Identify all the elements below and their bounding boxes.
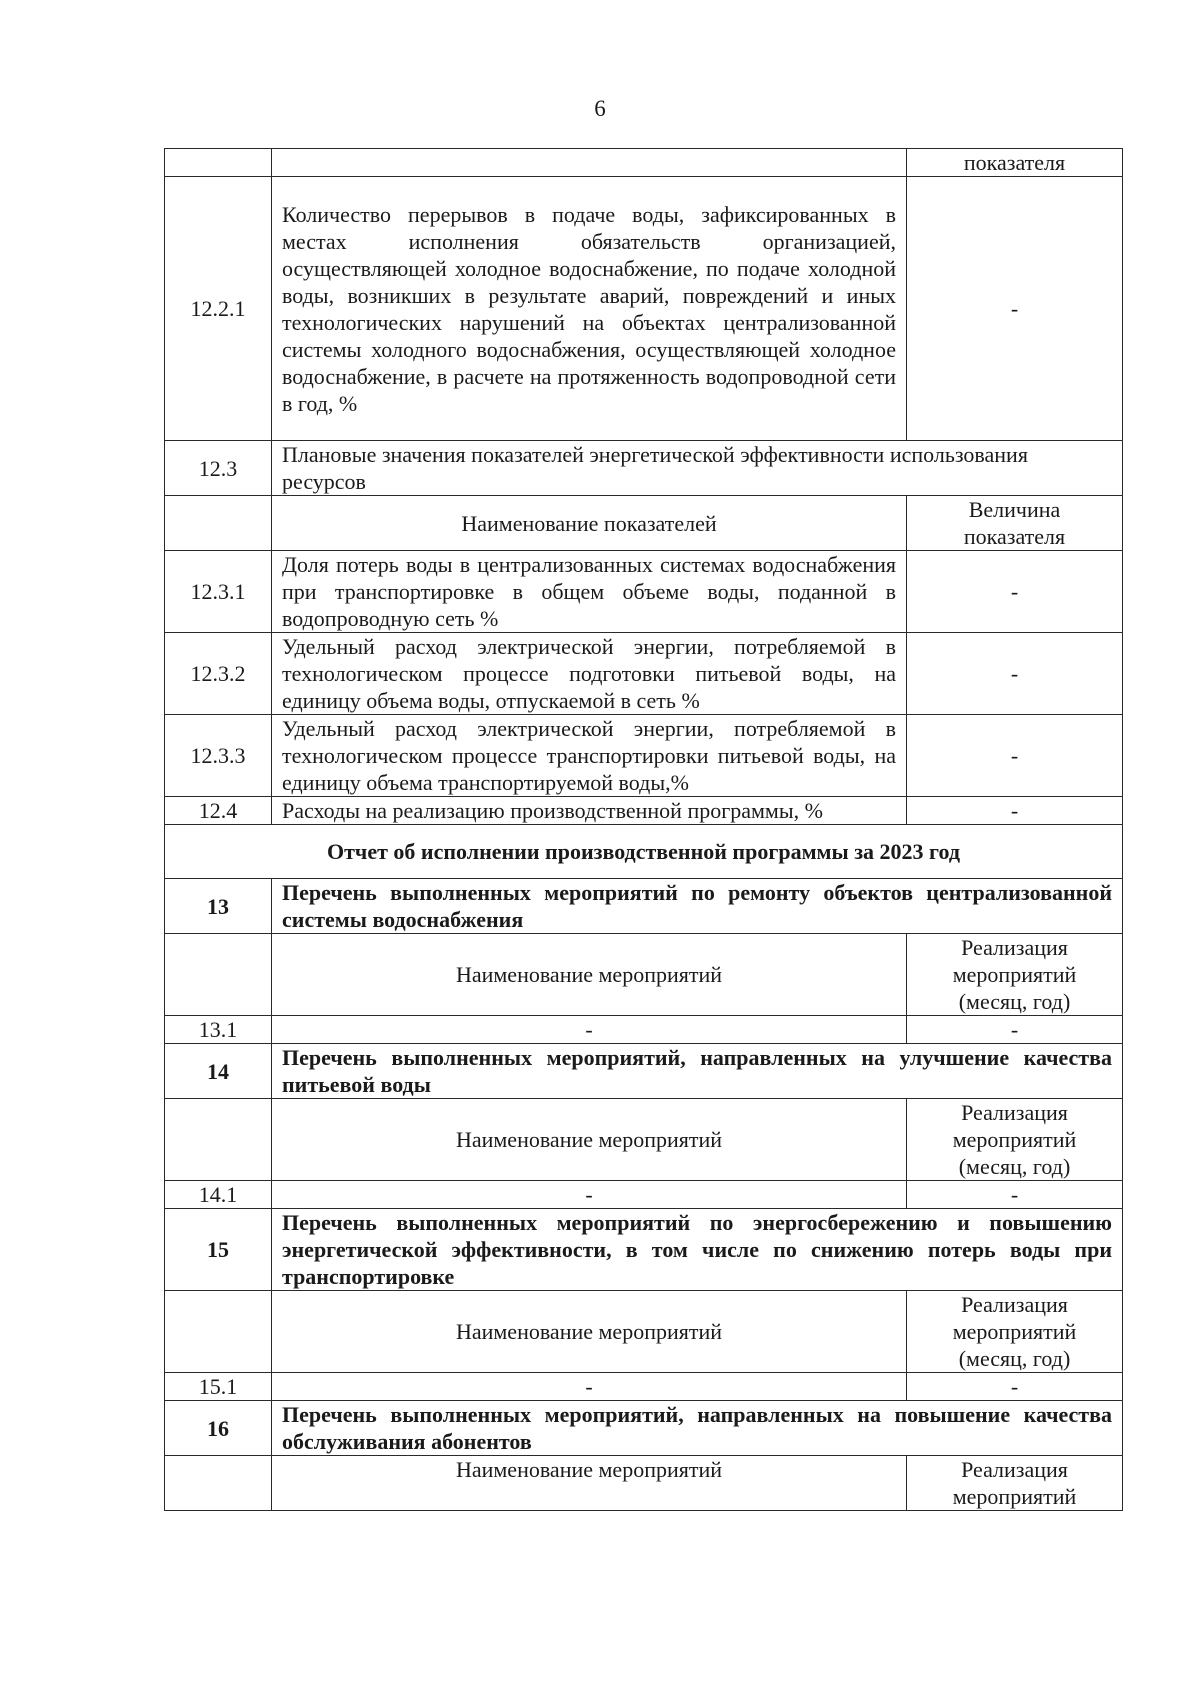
indicator-value: - <box>907 633 1123 715</box>
column-header-name: Наименование мероприятий <box>272 1456 907 1511</box>
measure-text: - <box>272 1016 907 1044</box>
column-header-name: Наименование мероприятий <box>272 934 907 1016</box>
column-header-value: Реализация мероприятий (месяц, год) <box>907 1291 1123 1373</box>
measure-value: - <box>907 1373 1123 1401</box>
table-row <box>165 879 1123 934</box>
indicator-text: Доля потерь воды в централизованных системах водоснабжения при транспортировке в общем объеме воды, поданной в водопроводную сеть % <box>272 551 907 633</box>
row-number: 12.3.1 <box>165 551 272 633</box>
table-row <box>165 496 1123 551</box>
report-heading: Отчет об исполнении производственной программы за 2023 год <box>165 825 1123 879</box>
table-row <box>165 1456 1123 1511</box>
row-number: 15.1 <box>165 1373 272 1401</box>
table-row <box>165 797 1123 825</box>
table-row <box>165 1181 1123 1209</box>
row-number: 12.3.3 <box>165 715 272 797</box>
table-row <box>165 1291 1123 1373</box>
table-row <box>165 825 1123 879</box>
column-header-name: Наименование мероприятий <box>272 1291 907 1373</box>
table-row <box>165 1044 1123 1099</box>
column-header-value: Реализация мероприятий (месяц, год) <box>907 1099 1123 1181</box>
measure-text: - <box>272 1373 907 1401</box>
column-header-value: Реализация мероприятий <box>907 1456 1123 1511</box>
section-number: 16 <box>165 1401 272 1456</box>
table-row <box>165 149 1123 177</box>
section-title: Перечень выполненных мероприятий по энергосбережению и повышению энергетической эффективности, в том числе по снижению потерь воды при транспортировке <box>272 1209 1123 1291</box>
indicator-text: Расходы на реализацию производственной программы, % <box>272 797 907 825</box>
measure-value: - <box>907 1016 1123 1044</box>
num-cell <box>165 934 272 1016</box>
section-text: Плановые значения показателей энергетической эффективности использования ресурсов <box>272 441 1123 496</box>
column-header-value: Величина показателя <box>907 496 1123 551</box>
indicator-text: Количество перерывов в подаче воды, зафиксированных в местах исполнения обязательств организацией, осуществляющей холодное водоснабжение, по подаче холодной воды, возникших в результате аварий, повреждений и иных технологических нарушений на объектах централизованной системы холодного водоснабжения, осуществляющей холодное водоснабжение, в расчете на протяженность водопроводной сети в год, % <box>272 177 907 441</box>
table-row <box>165 934 1123 1016</box>
table-row <box>165 715 1123 797</box>
indicator-text: Удельный расход электрической энергии, потребляемой в технологическом процессе подготовки питьевой воды, на единицу объема воды, отпускаемой в сеть % <box>272 633 907 715</box>
indicators-table <box>164 148 1123 1511</box>
value-header-tail: показателя <box>907 149 1123 177</box>
row-number: 12.3 <box>165 441 272 496</box>
column-header-name: Наименование показателей <box>272 496 907 551</box>
indicator-value: - <box>907 797 1123 825</box>
measure-text: - <box>272 1181 907 1209</box>
table-row <box>165 551 1123 633</box>
page-number: 6 <box>594 96 606 121</box>
section-title: Перечень выполненных мероприятий по ремонту объектов централизованной системы водоснабжения <box>272 879 1123 934</box>
section-number: 15 <box>165 1209 272 1291</box>
table-row <box>165 1373 1123 1401</box>
row-number: 12.2.1 <box>165 177 272 441</box>
measure-value: - <box>907 1181 1123 1209</box>
section-title: Перечень выполненных мероприятий, направленных на улучшение качества питьевой воды <box>272 1044 1123 1099</box>
indicator-value: - <box>907 715 1123 797</box>
section-number: 13 <box>165 879 272 934</box>
num-cell <box>165 1291 272 1373</box>
num-cell <box>165 149 272 177</box>
table-row <box>165 1401 1123 1456</box>
table-row <box>165 177 1123 441</box>
table-row <box>165 1209 1123 1291</box>
indicator-text: Удельный расход электрической энергии, потребляемой в технологическом процессе транспортировки питьевой воды, на единицу объема транспортируемой воды,% <box>272 715 907 797</box>
num-cell <box>165 496 272 551</box>
row-number: 12.4 <box>165 797 272 825</box>
row-number: 14.1 <box>165 1181 272 1209</box>
column-header-name: Наименование мероприятий <box>272 1099 907 1181</box>
num-cell <box>165 1099 272 1181</box>
column-header-value: Реализация мероприятий (месяц, год) <box>907 934 1123 1016</box>
section-number: 14 <box>165 1044 272 1099</box>
table-row <box>165 441 1123 496</box>
section-title: Перечень выполненных мероприятий, направленных на повышение качества обслуживания абонентов <box>272 1401 1123 1456</box>
indicator-value: - <box>907 177 1123 441</box>
table-row <box>165 1016 1123 1044</box>
indicator-value: - <box>907 551 1123 633</box>
row-number: 13.1 <box>165 1016 272 1044</box>
num-cell <box>165 1456 272 1511</box>
text-cell <box>272 149 907 177</box>
row-number: 12.3.2 <box>165 633 272 715</box>
table-row <box>165 633 1123 715</box>
table-row <box>165 1099 1123 1181</box>
